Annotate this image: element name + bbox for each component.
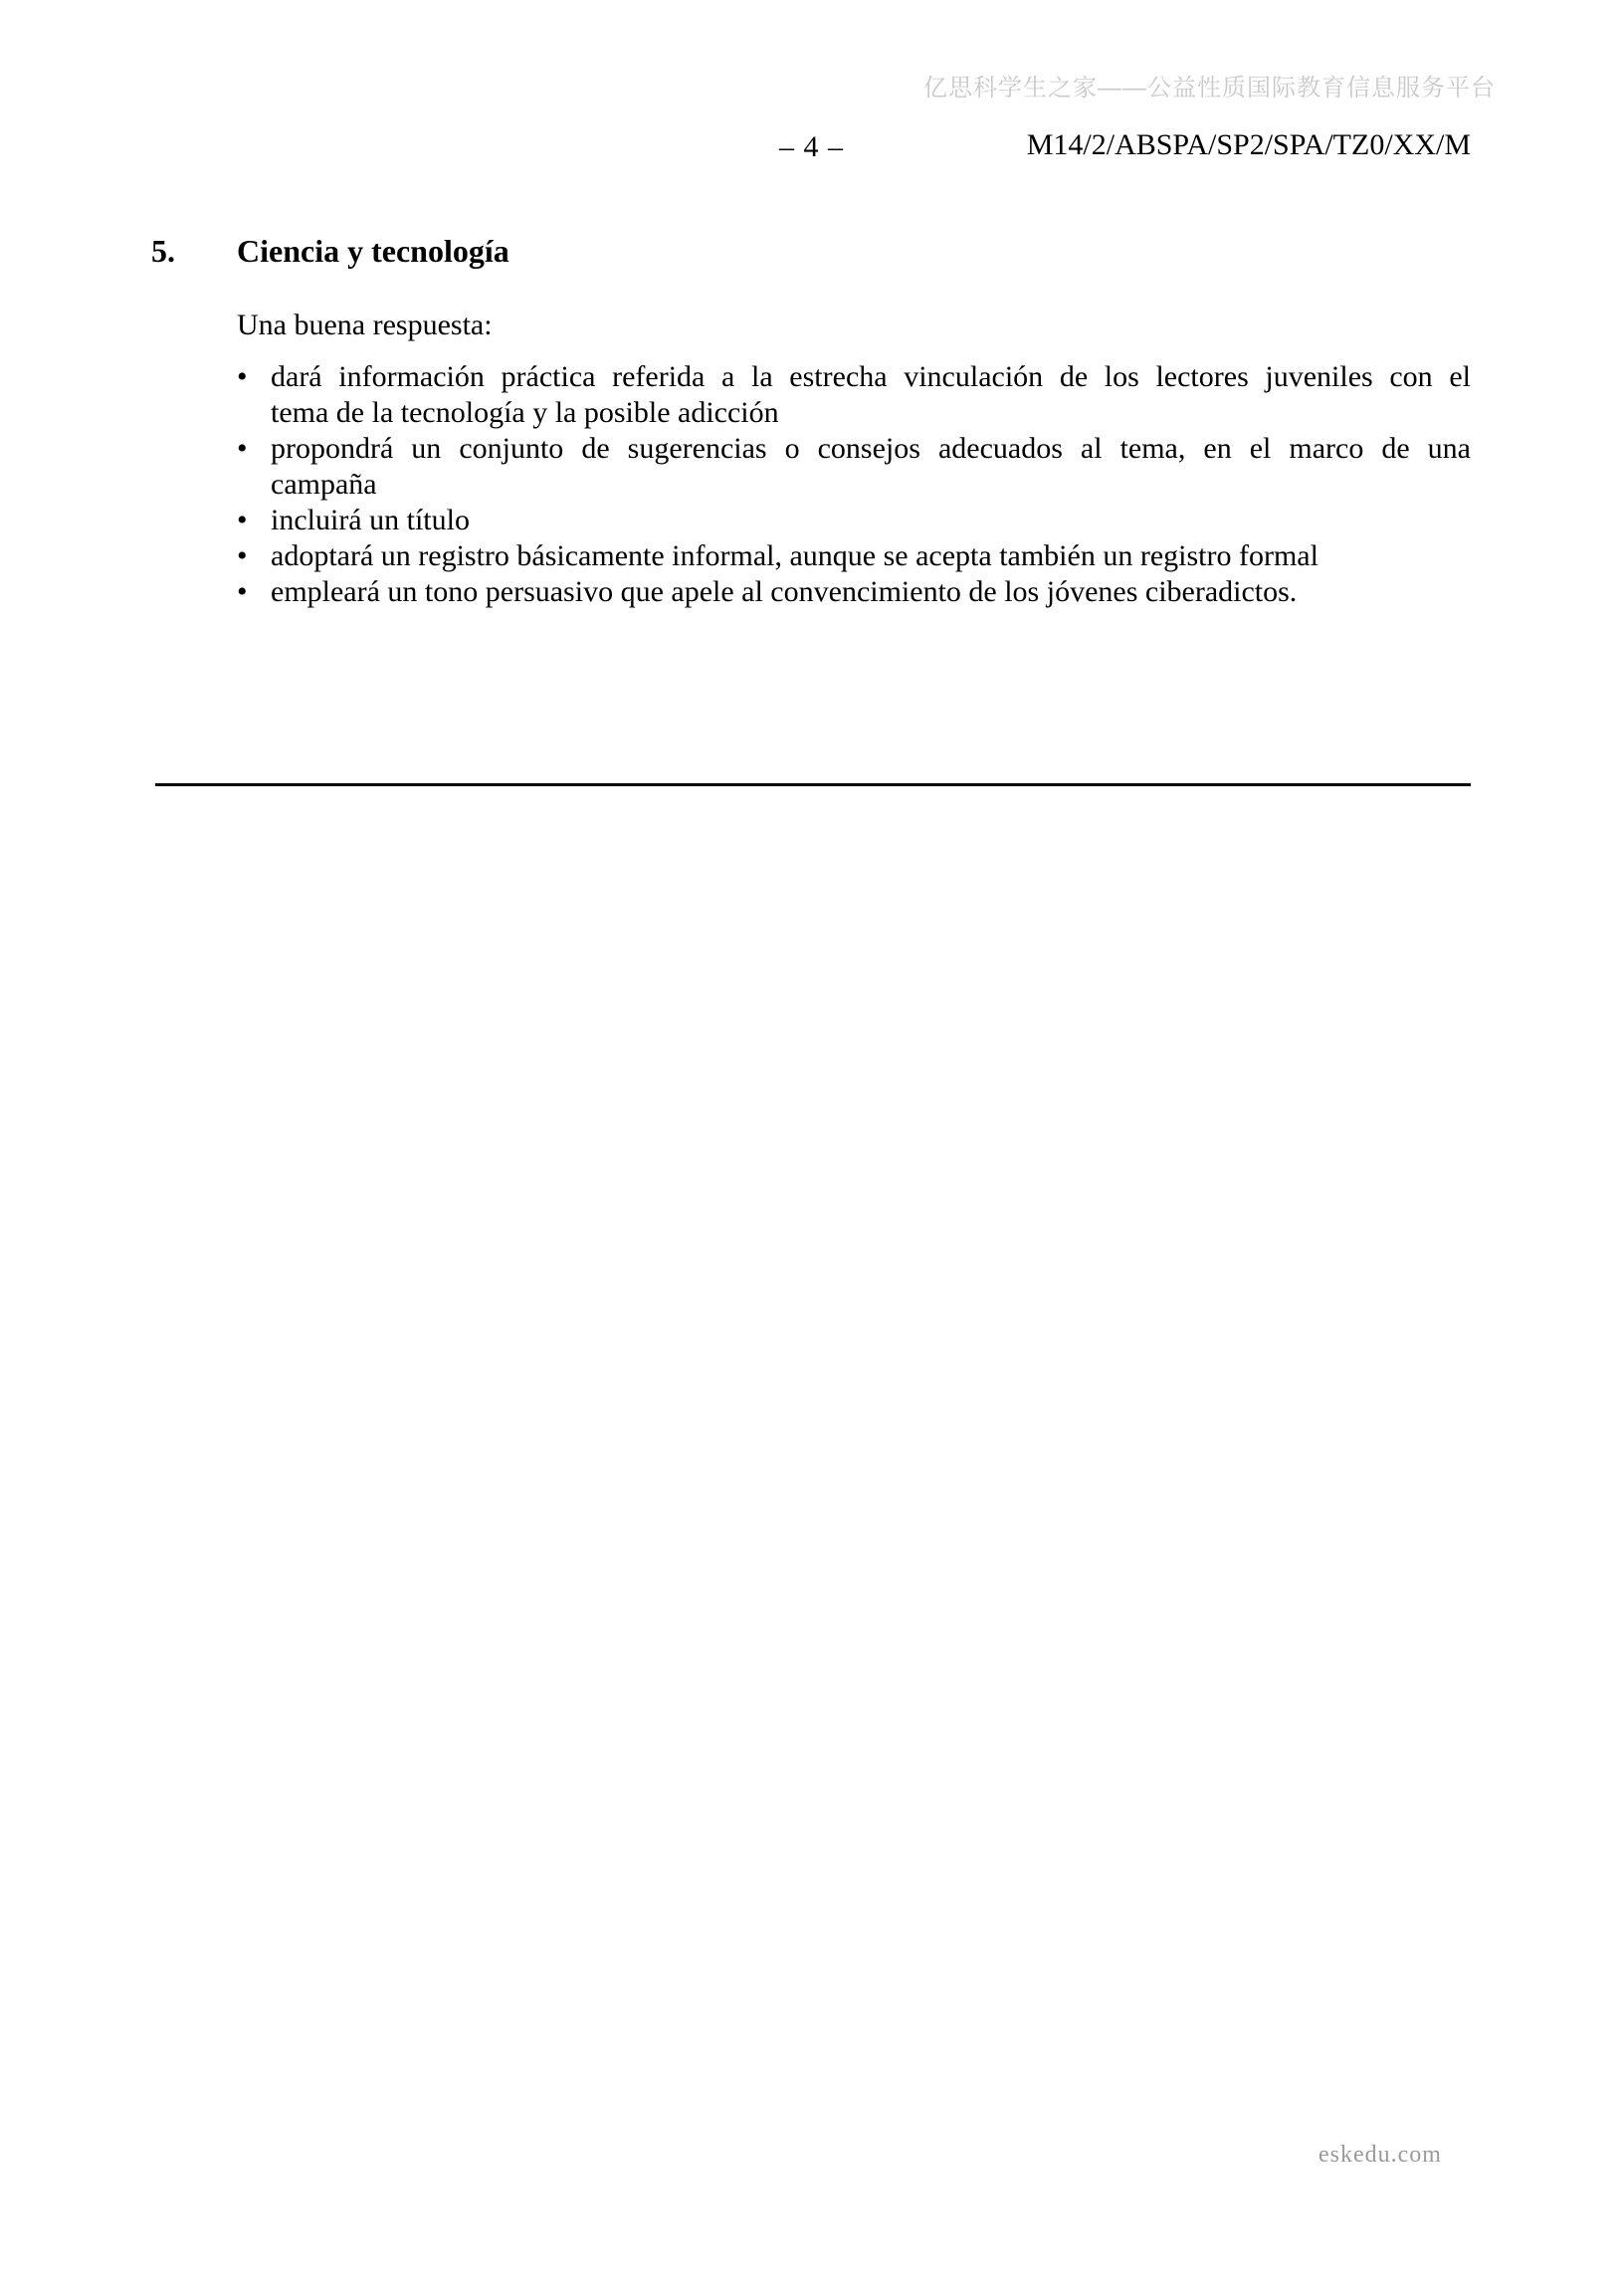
bullet-item [237,574,1471,610]
bullet-text [271,503,1471,538]
bullet-line: tema de la tecnología y la posible adicción [271,396,779,429]
bullet-line: dará información práctica referida a la estrecha vinculación de los lectores juveniles con el [271,360,1471,393]
bullet-text [271,359,1471,431]
bullet-marker: • [237,575,248,608]
question-title: Ciencia y tecnología [237,233,509,269]
bullet-marker: • [237,504,248,536]
bullet-marker: • [237,539,248,572]
bullet-item [237,538,1471,574]
bullet-marker: • [237,360,248,393]
bullet-line: empleará un tono persuasivo que apele al convencimiento de los jóvenes ciberadictos. [271,575,1298,608]
footer-site-label: eskedu.com [1319,2142,1442,2168]
bullet-line: propondrá un conjunto de sugerencias o consejos adecuados al tema, en el marco de una [271,432,1471,465]
watermark-text: 亿思科学生之家——公益性质国际教育信息服务平台 [923,75,1496,102]
bullet-item [237,503,1471,538]
bullet-line: incluirá un título [271,504,470,536]
bullet-item [237,359,1471,431]
bullet-line: campaña [271,468,377,501]
paper-code: M14/2/ABSPA/SP2/SPA/TZ0/XX/M [1026,128,1471,161]
bullet-list [237,359,1471,610]
question-number: 5. [151,233,175,269]
bullet-text [271,574,1471,610]
bullet-text [271,431,1471,503]
bullet-line: adoptará un registro básicamente informal, aunque se acepta también un registro formal [271,539,1319,572]
bullet-text [271,538,1471,574]
bullet-item [237,431,1471,503]
question-heading [151,233,509,269]
page-number: – 4 – [779,130,844,163]
bullet-marker: • [237,432,248,465]
intro-text: Una buena respuesta: [237,309,493,341]
section-divider [155,783,1471,786]
